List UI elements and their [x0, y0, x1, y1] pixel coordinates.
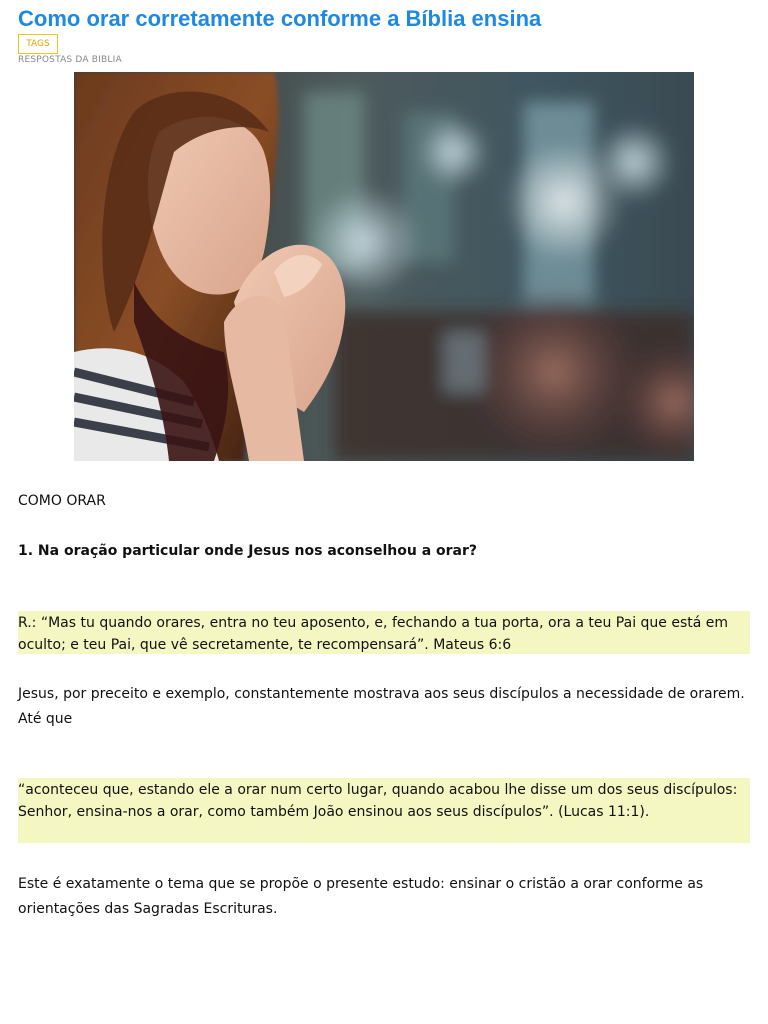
- question-heading: 1. Na oração particular onde Jesus nos aconselhou a orar?: [18, 543, 478, 559]
- luke-quote: “aconteceu que, estando ele a orar num certo lugar, quando acabou lhe disse um dos seus discípulos: Senhor, ensina-nos a orar, como também João ensinou aos seus discípulos”. (Lucas 11:1).: [18, 778, 750, 843]
- answer-quote: R.: “Mas tu quando orares, entra no teu aposento, e, fechando a tua porta, ora a teu Pai que está em oculto; e teu Pai, que vê secretamente, te recompensará”. Mateus 6:6: [18, 611, 750, 654]
- tags-link[interactable]: TAGS: [18, 34, 58, 54]
- section-heading: COMO ORAR: [18, 493, 106, 509]
- category-label: RESPOSTAS DA BIBLIA: [18, 55, 122, 65]
- hero-image: [74, 72, 694, 461]
- paragraph-2: Este é exatamente o tema que se propõe o presente estudo: ensinar o cristão a orar conforme as orientações das Sagradas Escrituras.: [18, 876, 704, 917]
- paragraph-1: Jesus, por preceito e exemplo, constantemente mostrava aos seus discípulos a necessidade de orarem. Até que: [18, 686, 745, 727]
- article-title: Como orar corretamente conforme a Bíblia ensina: [18, 6, 542, 31]
